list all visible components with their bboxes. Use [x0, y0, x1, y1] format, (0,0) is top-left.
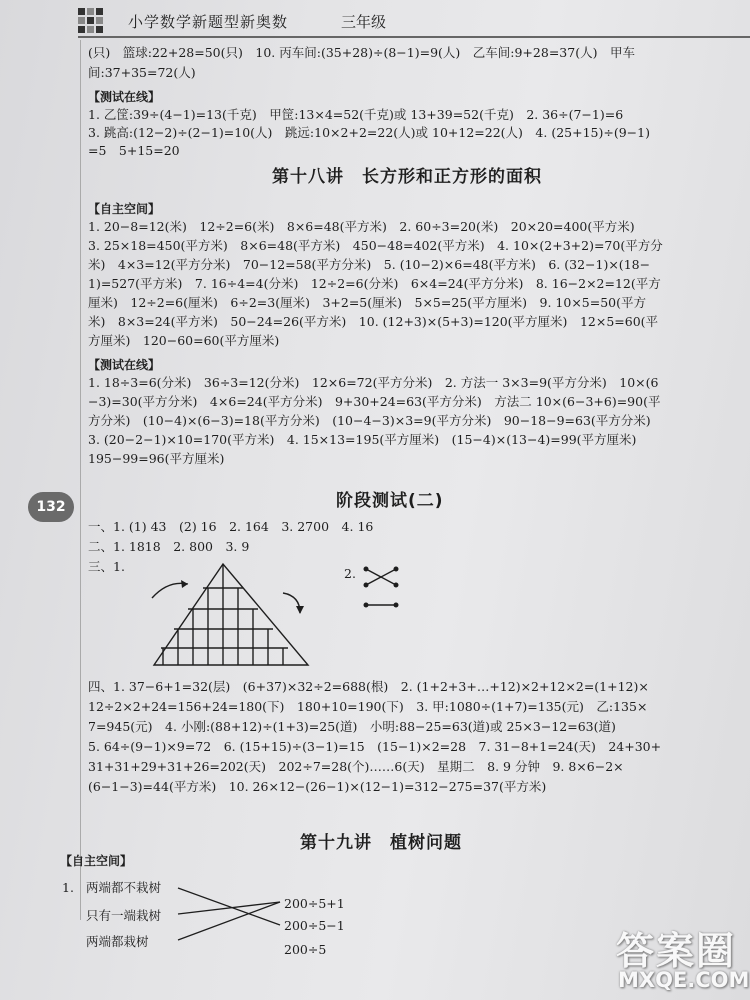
triangle-grid-figure — [140, 558, 470, 678]
section-heading: 【自主空间】 — [88, 202, 161, 216]
text-line: 1. 20−8=12(米) 12÷2=6(米) 8×6=48(平方米) 2. 60÷3=20(米) 20×20=400(平方米) — [88, 219, 635, 234]
question-label: 1. — [62, 880, 74, 895]
watermark-text-en: MXQE.COM — [618, 968, 750, 992]
text-line: 5. 64÷(9−1)×9=72 6. (15+15)÷(3−1)=15 (15−1)×2=28 7. 31−8+1=24(天) 24+30+ — [88, 739, 662, 754]
dot-line-figure — [362, 565, 412, 615]
section-heading: 【测试在线】 — [88, 90, 161, 104]
text-line: 厘米) 12÷2=6(厘米) 6÷2=3(厘米) 3+2=5(厘米) 5×5=25(平方厘米) 9. 10×5=50(平方 — [88, 295, 647, 310]
text-line: 间:37+35=72(人) — [88, 65, 196, 80]
margin-rule — [80, 40, 81, 920]
text-line: 1. 18÷3=6(分米) 36÷3=12(分米) 12×6=72(平方分米) 2. 方法一 3×3=9(平方分米) 10×(6 — [88, 375, 659, 390]
text-line: 12÷2×2+24=156+24=180(下) 180+10=190(下) 3. 甲:1080÷(1+7)=135(元) 乙:135× — [88, 699, 648, 714]
lecture-title: 第十八讲 长方形和正方形的面积 — [272, 167, 542, 187]
watermark-text-cn: 答案圈 — [616, 929, 737, 973]
text-line: =5 5+15=20 — [88, 143, 180, 158]
match-right-item: 200÷5 — [284, 942, 327, 957]
grid-logo-icon — [78, 8, 110, 34]
match-right-item: 200÷5−1 — [284, 918, 345, 933]
match-left-item: 两端都不栽树 — [86, 880, 162, 895]
text-line: 1)=527(平方米) 7. 16÷4=4(分米) 12÷2=6(分米) 6×4=24(平方分米) 8. 16−2×2=12(平方 — [88, 276, 661, 291]
text-line: 二、1. 1818 2. 800 3. 9 — [88, 539, 250, 554]
match-left-item: 两端都栽树 — [86, 934, 149, 949]
lecture-title: 第十九讲 植树问题 — [300, 833, 462, 853]
text-line: 米) 4×3=12(平方分米) 70−12=58(平方分米) 5. (10−2)×6=48(平方米) 6. (32−1)×(18− — [88, 257, 651, 272]
matching-lines — [176, 878, 286, 948]
text-line: 3. 25×18=450(平方米) 8×6=48(平方米) 450−48=402(平方米) 4. 10×(2+3+2)=70(平方分 — [88, 238, 663, 253]
triangle-outline — [154, 564, 308, 665]
page-number: 132 — [28, 492, 74, 522]
text-line: (6−1−3)=44(平方米) 10. 26×12−(26−1)×(12−1)=312−275=37(平方米) — [88, 779, 547, 794]
text-line: 米) 8×3=24(平方米) 50−24=26(平方米) 10. (12+3)×(5+3)=120(平方厘米) 12×5=60(平 — [88, 314, 659, 329]
text-line: 一、1. (1) 43 (2) 16 2. 164 3. 2700 4. 16 — [88, 519, 374, 534]
text-line: 195−99=96(平方厘米) — [88, 451, 225, 466]
watermark-logo — [612, 918, 750, 996]
grade-label: 三年级 — [341, 13, 387, 31]
rotate-arrow-right — [283, 593, 300, 613]
text-line: 1. 乙筐:39÷(4−1)=13(千克) 甲筐:13×4=52(千克)或 13+39=52(千克) 2. 36÷(7−1)=6 — [88, 107, 624, 122]
match-right-item: 200÷5+1 — [284, 896, 345, 911]
text-line: 三、1. — [88, 559, 125, 574]
text-line: 四、1. 37−6+1=32(层) (6+37)×32÷2=688(根) 2. (1+2+3+…+12)×2+12×2=(1+12)× — [88, 679, 649, 694]
text-line: 方厘米) 120−60=60(平方厘米) — [88, 333, 280, 348]
text-line: 3. 跳高:(12−2)÷(2−1)=10(人) 跳远:10×2+2=22(人)或 10+12=22(人) 4. (25+15)÷(9−1) — [88, 125, 650, 140]
text-line: 7=945(元) 4. 小刚:(88+12)÷(1+3)=25(道) 小明:88−25=63(道)或 25×3−12=63(道) — [88, 719, 616, 734]
text-line: 3. (20−2−1)×10=170(平方米) 4. 15×13=195(平方厘米) (15−4)×(13−4)=99(平方厘米) — [88, 432, 637, 447]
section-heading: 【自主空间】 — [60, 854, 133, 868]
match-left-item: 只有一端栽树 — [86, 908, 162, 923]
section-heading: 【测试在线】 — [88, 358, 161, 372]
question-label: 2. — [344, 566, 356, 581]
book-title: 小学数学新题型新奥数 — [128, 13, 289, 31]
stage-test-title: 阶段测试(二) — [336, 491, 444, 511]
text-line: (只) 篮球:22+28=50(只) 10. 丙车间:(35+28)÷(8−1)=9(人) 乙车间:9+28=37(人) 甲车 — [88, 45, 635, 60]
text-line: −3)=30(平方分米) 4×6=24(平方分米) 9+30+24=63(平方分米) 方法二 10×(6−3+6)=90(平 — [88, 394, 661, 409]
page-header — [78, 8, 750, 38]
text-line: 31+31+29+31+26=202(天) 202÷7=28(个)……6(天) 星期二 8. 9 分钟 9. 8×6−2× — [88, 759, 624, 774]
text-line: 方分米) (10−4)×(6−3)=18(平方分米) (10−4−3)×3=9(平方分米) 90−18−9=63(平方分米) — [88, 413, 651, 428]
